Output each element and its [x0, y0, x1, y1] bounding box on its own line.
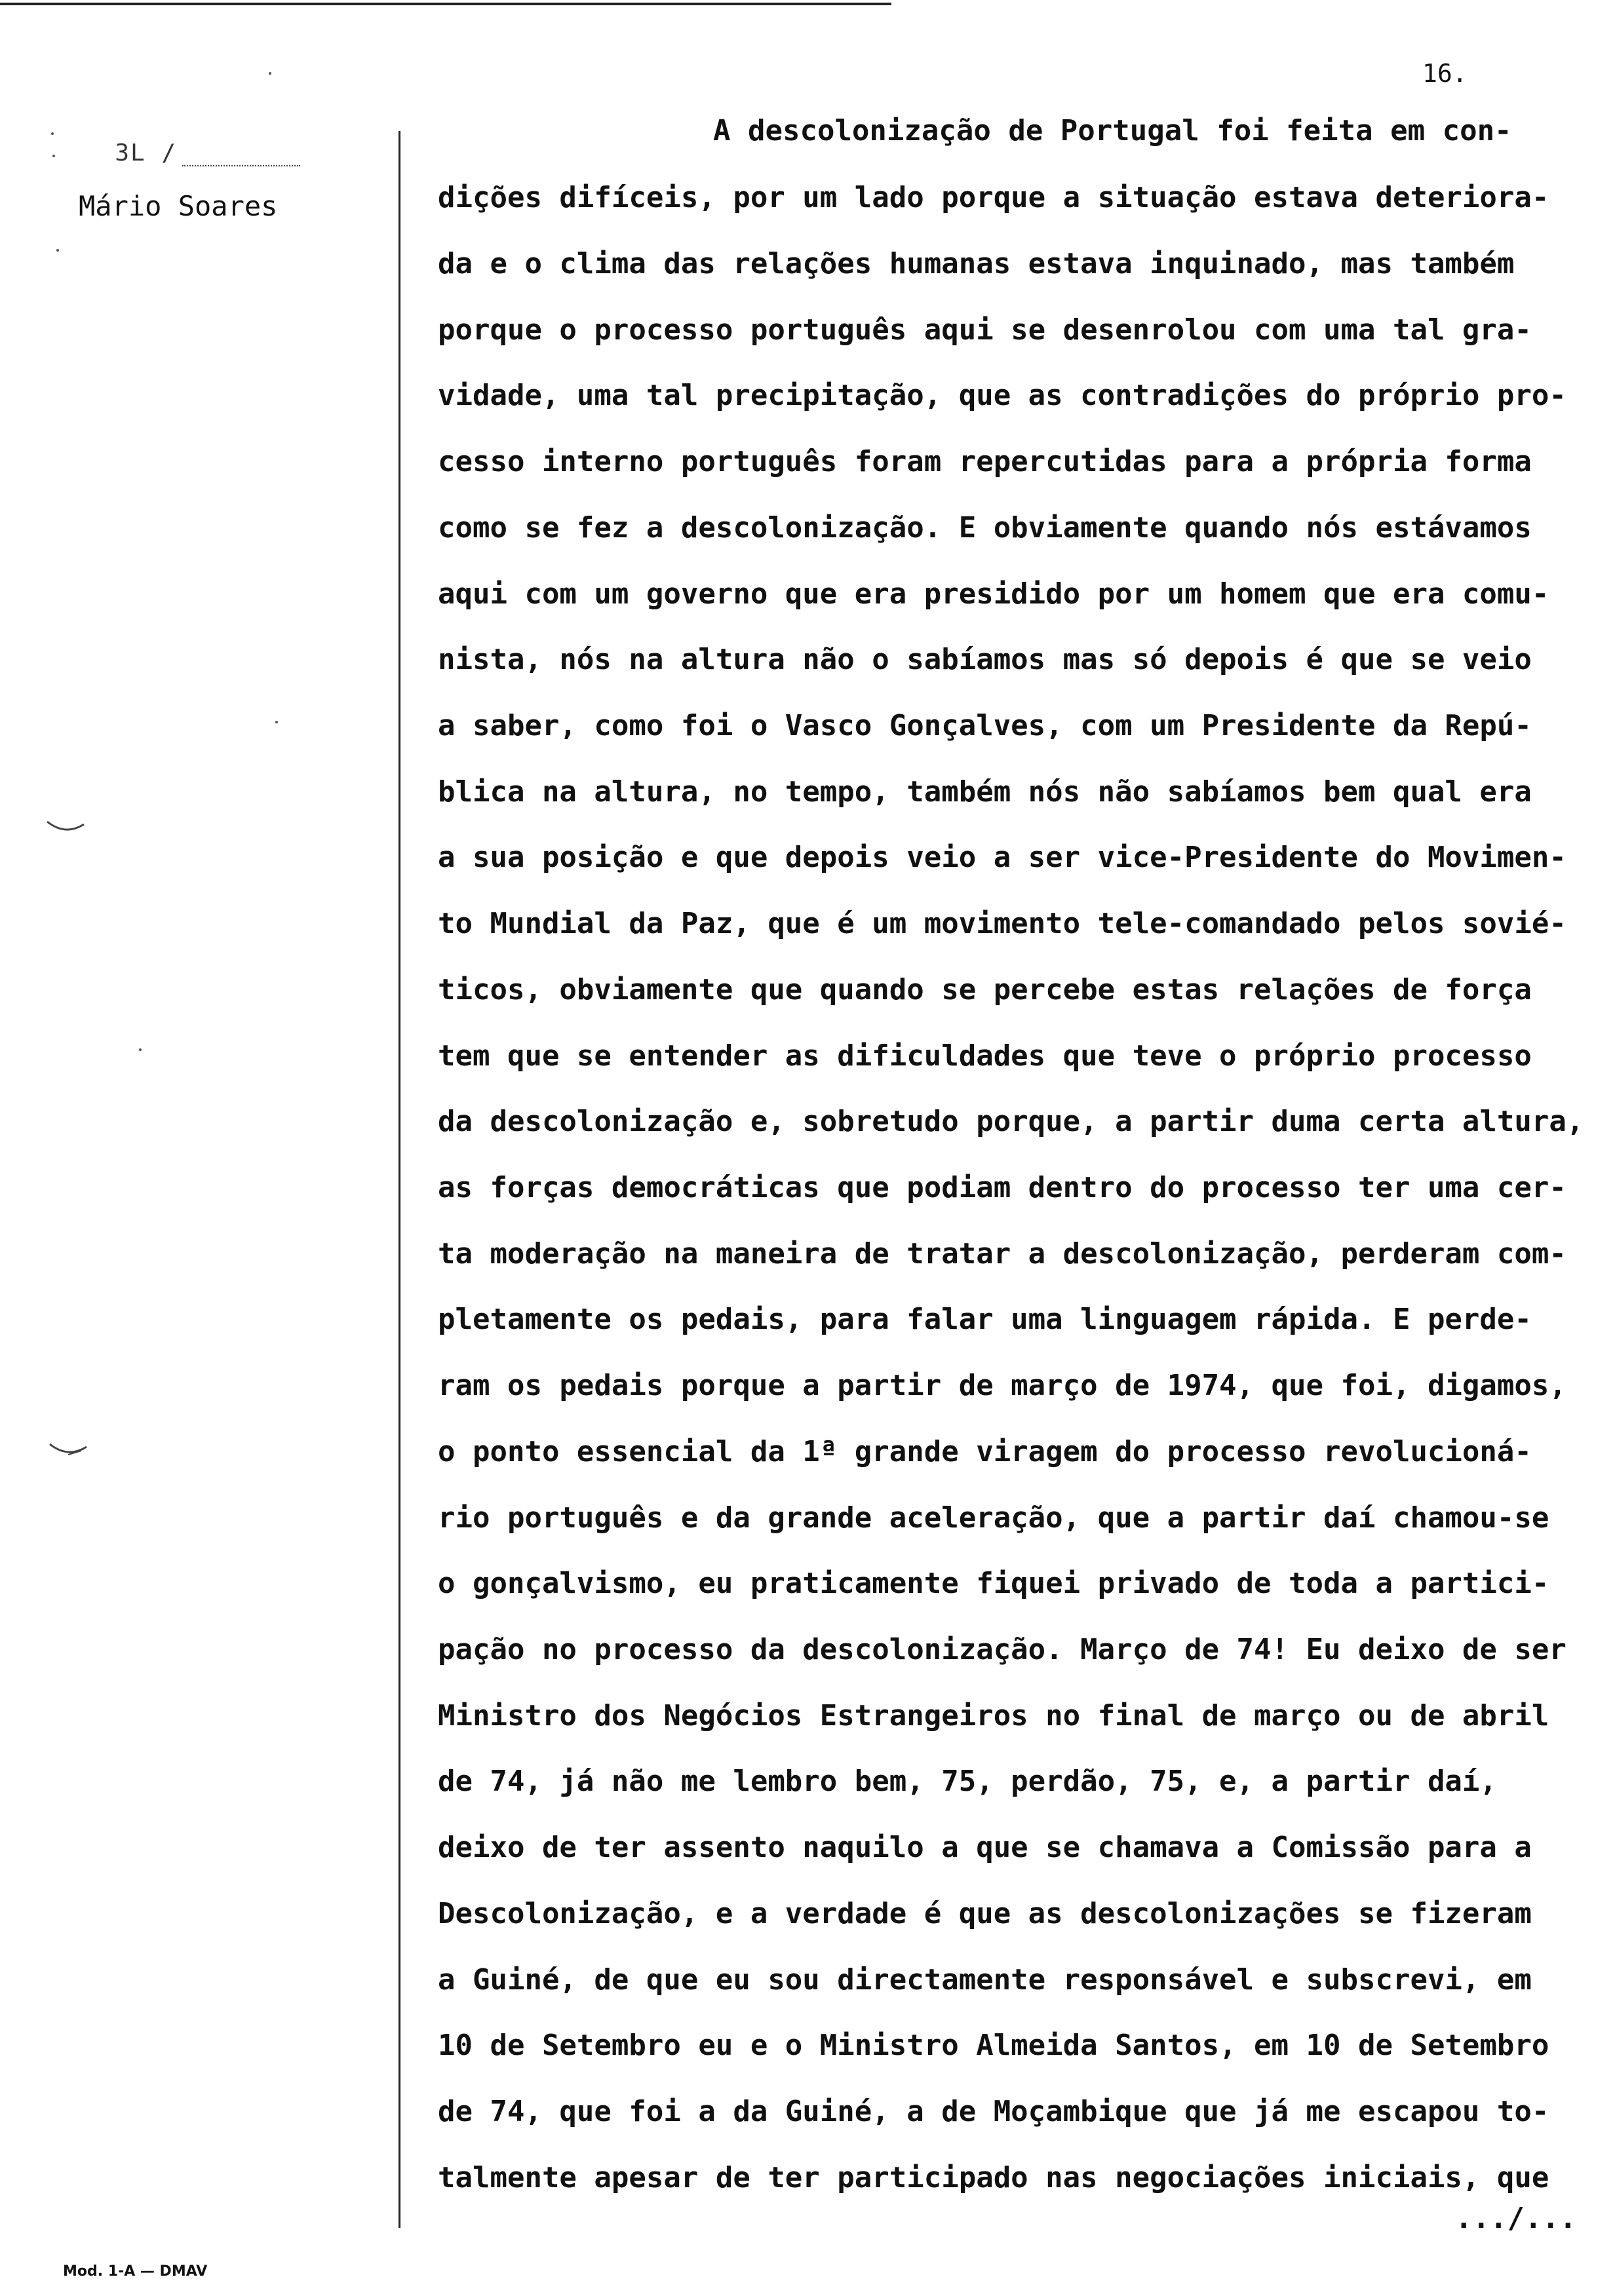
transcript-line: deixo de ter assento naquilo a que se chamava a Comissão para a — [438, 1831, 1532, 1864]
top-rule — [0, 3, 891, 5]
side-reference-text: 3L / — [115, 140, 178, 166]
transcript-line: 10 de Setembro eu e o Ministro Almeida Santos, em 10 de Setembro — [438, 2029, 1549, 2062]
transcript-line: da descolonização e, sobretudo porque, a partir duma certa altura, — [438, 1105, 1584, 1138]
transcript-line: nista, nós na altura não o sabíamos mas só depois é que se veio — [438, 643, 1532, 676]
transcript-line: pletamente os pedais, para falar uma linguagem rápida. E perde- — [438, 1303, 1532, 1336]
side-reference — [84, 113, 300, 166]
transcript-line: as forças democráticas que podiam dentro do processo ter uma cer- — [438, 1171, 1566, 1204]
scan-speck — [269, 72, 271, 75]
transcript-line: cesso interno português foram repercutidas para a própria forma — [438, 445, 1532, 478]
margin-rule — [399, 131, 400, 2228]
transcript-line: Ministro dos Negócios Estrangeiros no final de março ou de abril — [438, 1699, 1549, 1732]
side-reference-line — [182, 165, 300, 166]
continuation-mark: .../... — [1455, 2202, 1577, 2235]
transcript-line: o ponto essencial da 1ª grande viragem do processo revolucioná- — [438, 1435, 1532, 1468]
scan-speck — [52, 155, 55, 157]
transcript-line: rio português e da grande aceleração, que a partir daí chamou-se — [438, 1501, 1549, 1535]
transcript-line: a saber, como foi o Vasco Gonçalves, com um Presidente da Repú- — [438, 709, 1532, 742]
transcript-line: A descolonização de Portugal foi feita em con- — [713, 114, 1512, 147]
transcript-line: como se fez a descolonização. E obviamente quando nós estávamos — [438, 511, 1532, 545]
transcript-line: a Guiné, de que eu sou directamente responsável e subscrevi, em — [438, 1963, 1532, 1997]
transcript-line: de 74, já não me lembro bem, 75, perdão, 75, e, a partir daí, — [438, 1765, 1497, 1798]
transcript-line: ticos, obviamente que quando se percebe estas relações de força — [438, 973, 1532, 1006]
transcript-line: ram os pedais porque a partir de março de 1974, que foi, digamos, — [438, 1369, 1566, 1402]
speaker-name: Mário Soares — [79, 190, 278, 222]
transcript-line: Descolonização, e a verdade é que as descolonizações se fizeram — [438, 1897, 1532, 1930]
transcript-line: dições difíceis, por um lado porque a situação estava deteriora- — [438, 181, 1549, 214]
form-code: Mod. 1-A — DMAV — [63, 2263, 208, 2280]
binding-mark-icon — [49, 1442, 88, 1461]
transcript-line: pação no processo da descolonização. Março de 74! Eu deixo de ser — [438, 1633, 1566, 1666]
page-number: 16. — [1422, 59, 1468, 88]
scan-speck — [56, 249, 59, 252]
scan-speck — [275, 721, 278, 723]
transcript-line: blica na altura, no tempo, também nós não sabíamos bem qual era — [438, 775, 1532, 809]
scan-speck — [51, 132, 54, 135]
transcript-line: o gonçalvismo, eu praticamente fiquei privado de toda a partici- — [438, 1567, 1549, 1600]
transcript-line: talmente apesar de ter participado nas negociações iniciais, que — [438, 2161, 1549, 2194]
transcript-line: aqui com um governo que era presidido por um homem que era comu- — [438, 577, 1549, 611]
transcript-line: ta moderação na maneira de tratar a descolonização, perderam com- — [438, 1237, 1566, 1271]
transcript-line: da e o clima das relações humanas estava inquinado, mas também — [438, 247, 1515, 280]
transcript-line: de 74, que foi a da Guiné, a de Moçambique que já me escapou to- — [438, 2095, 1549, 2128]
transcript-line: tem que se entender as dificuldades que teve o próprio processo — [438, 1039, 1532, 1073]
scan-speck — [139, 1048, 142, 1051]
transcript-line: vidade, uma tal precipitação, que as contradições do próprio pro- — [438, 379, 1566, 412]
transcript-line: porque o processo português aqui se desenrolou com uma tal gra- — [438, 313, 1532, 347]
transcript-line: to Mundial da Paz, que é um movimento tele-comandado pelos sovié- — [438, 907, 1566, 940]
binding-mark-icon — [46, 819, 85, 839]
transcript-line: a sua posição e que depois veio a ser vice-Presidente do Movimen- — [438, 841, 1566, 874]
